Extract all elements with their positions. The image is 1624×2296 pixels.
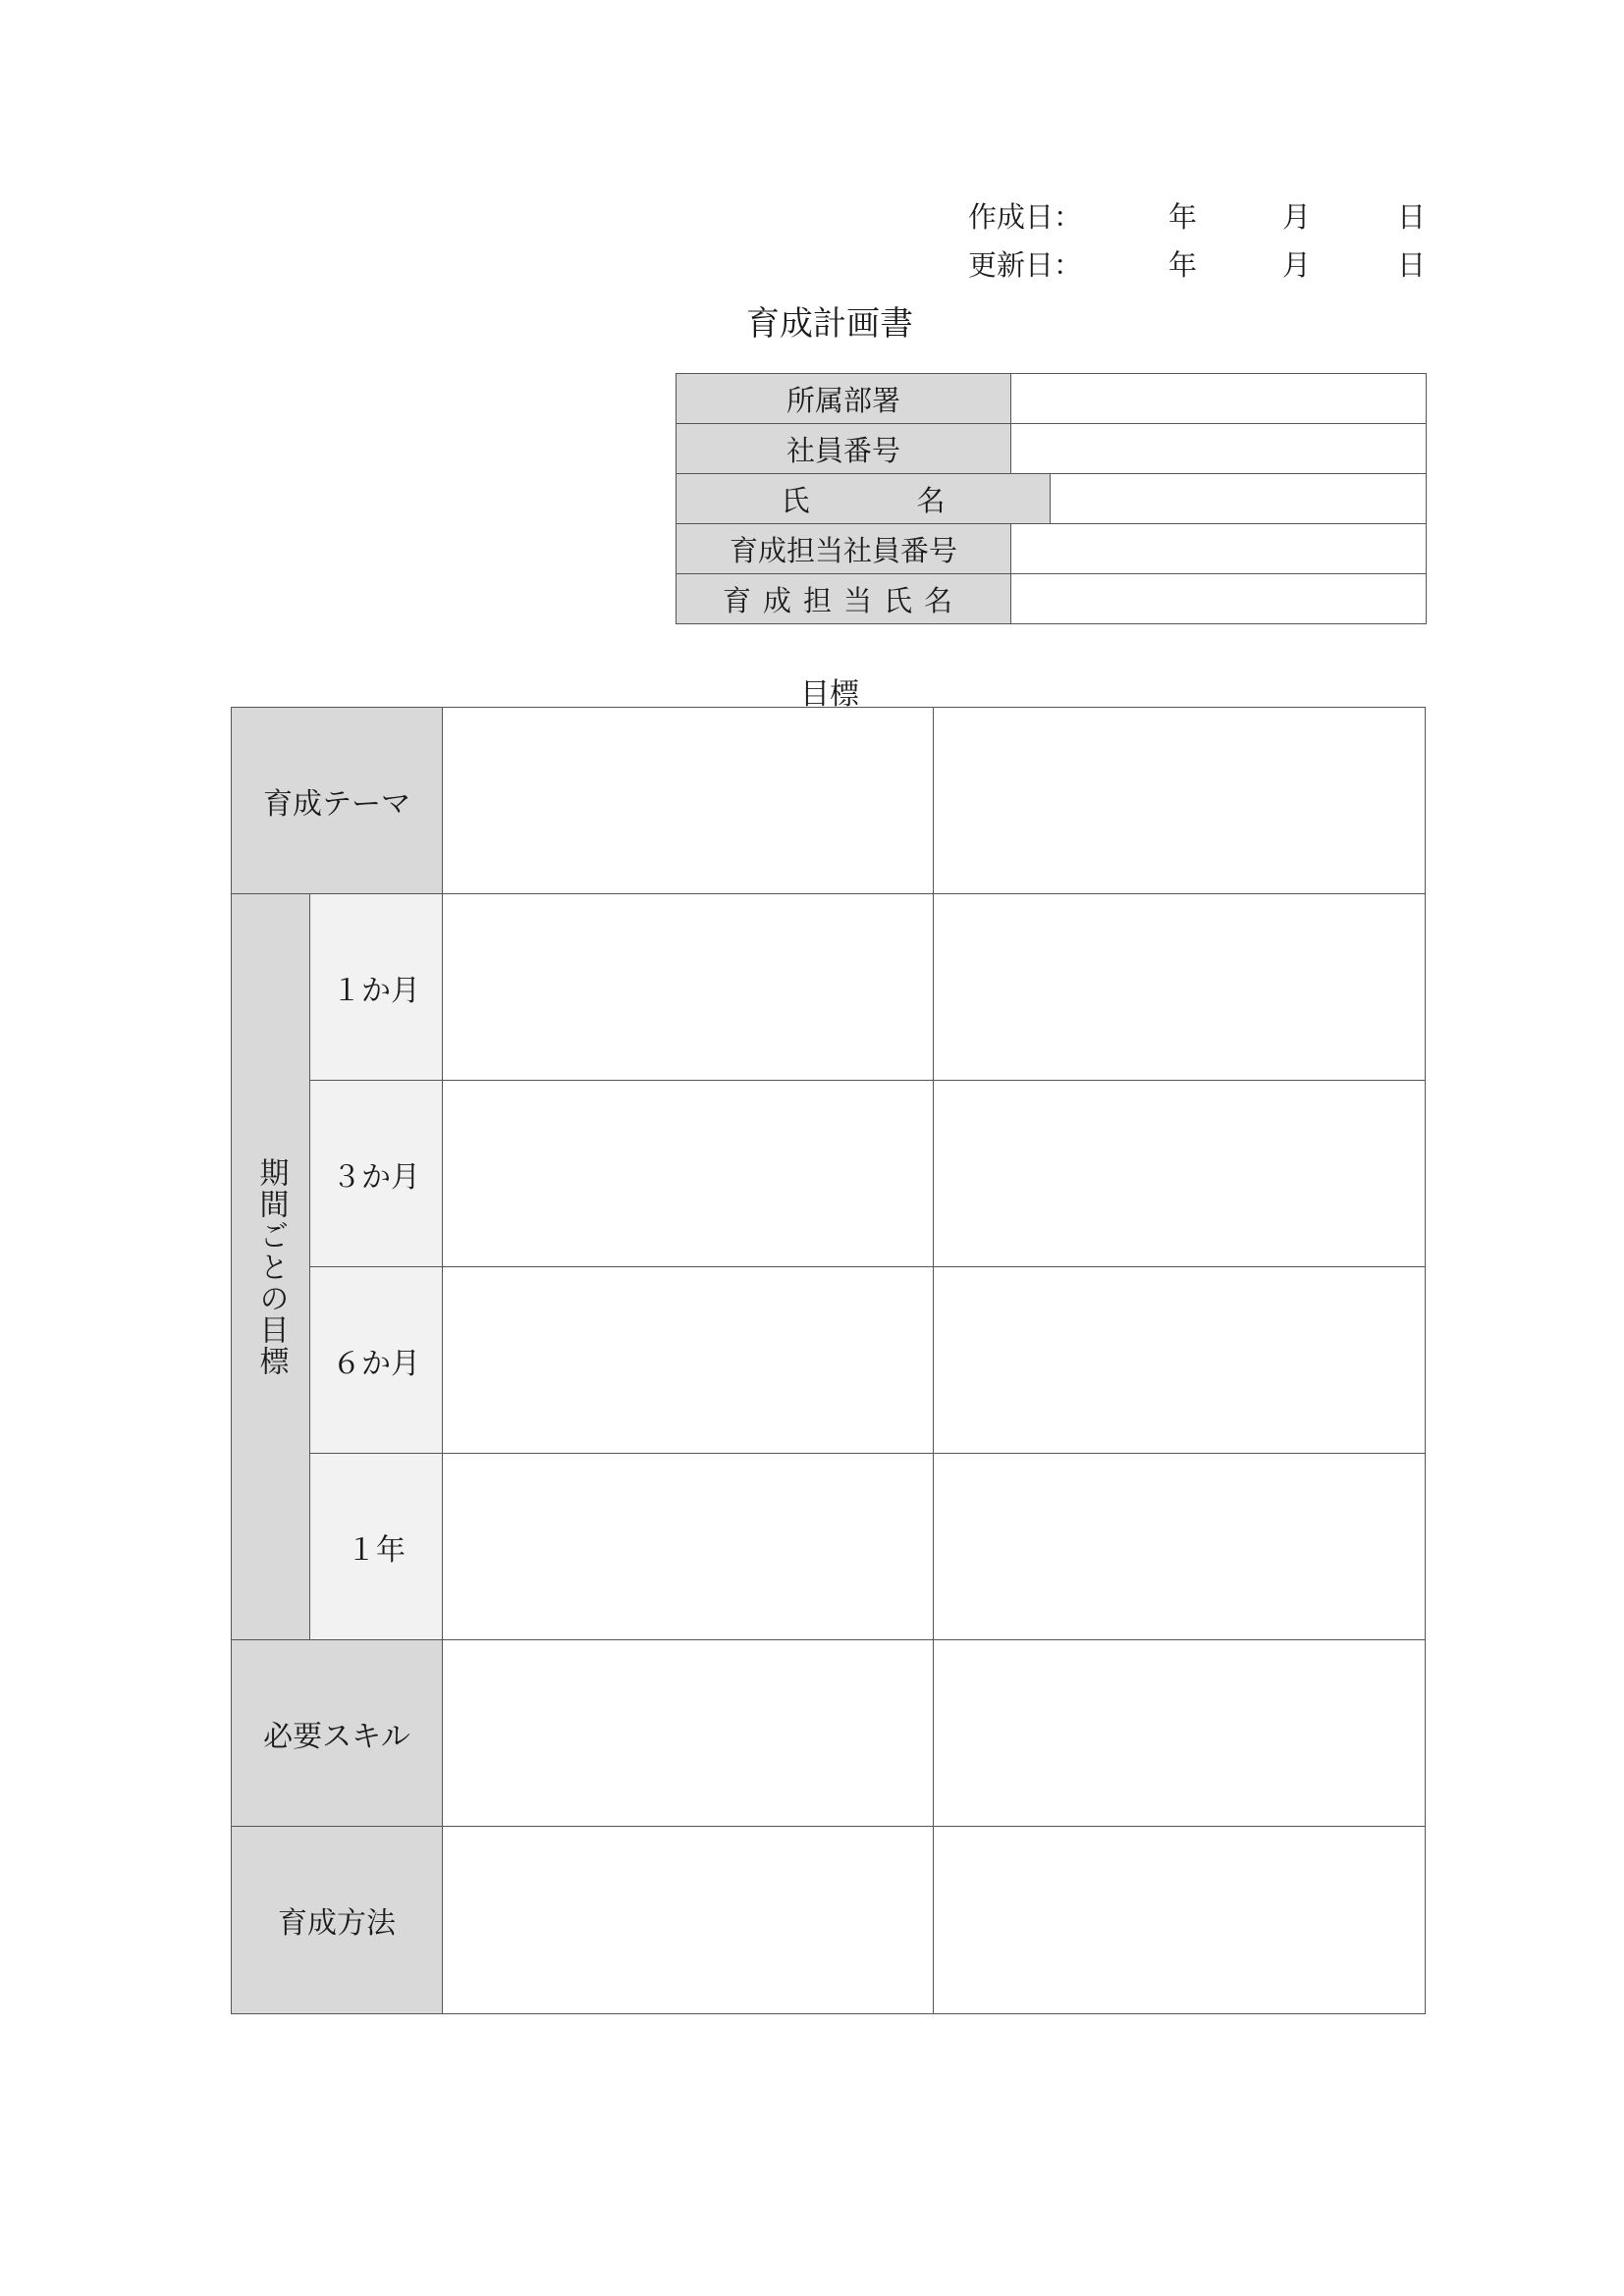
info-row-trainer-number — [677, 523, 1426, 573]
period-1-month-field-2[interactable] — [934, 894, 1425, 1081]
period-goals-text: 期間ごとの目標 — [253, 1156, 289, 1377]
name-label: 氏 名 — [677, 474, 1051, 523]
employee-number-field[interactable] — [1011, 424, 1426, 473]
created-date-label: 作成日： — [968, 200, 1083, 234]
theme-label: 育成テーマ — [232, 708, 443, 894]
page-title: 育成計画書 — [746, 304, 913, 344]
period-3-months-label: ３か月 — [310, 1081, 443, 1267]
skills-field-1[interactable] — [443, 1640, 934, 1827]
info-row-trainer-name — [677, 573, 1426, 623]
department-field[interactable] — [1011, 374, 1426, 423]
period-3-months-field-1[interactable] — [443, 1081, 934, 1267]
period-3-months-field-2[interactable] — [934, 1081, 1425, 1267]
created-day-label: 日 — [1397, 200, 1427, 234]
period-1-month-field-1[interactable] — [443, 894, 934, 1081]
info-row-department — [677, 374, 1426, 423]
skills-label: 必要スキル — [232, 1640, 443, 1827]
created-year-label: 年 — [1168, 200, 1198, 234]
period-6-months-field-2[interactable] — [934, 1267, 1425, 1454]
updated-month-label: 月 — [1282, 248, 1312, 282]
goals-heading: 目標 — [800, 677, 859, 712]
theme-field-2[interactable] — [934, 708, 1425, 894]
updated-day-label: 日 — [1397, 248, 1427, 282]
trainer-name-label: 育成担当氏名 — [677, 574, 1011, 623]
theme-field-1[interactable] — [443, 708, 934, 894]
department-label: 所属部署 — [677, 374, 1011, 423]
period-1-year-label: １年 — [310, 1454, 443, 1640]
period-6-months-field-1[interactable] — [443, 1267, 934, 1454]
goals-table — [231, 707, 1426, 2014]
updated-year-label: 年 — [1168, 248, 1198, 282]
updated-date-label: 更新日： — [968, 248, 1083, 282]
method-field-1[interactable] — [443, 1827, 934, 2013]
name-field[interactable] — [1051, 474, 1426, 523]
trainer-name-field[interactable] — [1011, 574, 1426, 623]
method-field-2[interactable] — [934, 1827, 1425, 2013]
period-1-month-label: １か月 — [310, 894, 443, 1081]
period-1-year-field-1[interactable] — [443, 1454, 934, 1640]
employee-info-table — [676, 373, 1427, 624]
trainer-number-label: 育成担当社員番号 — [677, 524, 1011, 573]
skills-field-2[interactable] — [934, 1640, 1425, 1827]
trainer-number-field[interactable] — [1011, 524, 1426, 573]
period-goals-label — [232, 894, 310, 1640]
info-row-name — [677, 473, 1426, 523]
period-6-months-label: ６か月 — [310, 1267, 443, 1454]
method-label: 育成方法 — [232, 1827, 443, 2013]
employee-number-label: 社員番号 — [677, 424, 1011, 473]
info-row-employee-number — [677, 423, 1426, 473]
period-1-year-field-2[interactable] — [934, 1454, 1425, 1640]
created-month-label: 月 — [1282, 200, 1312, 234]
